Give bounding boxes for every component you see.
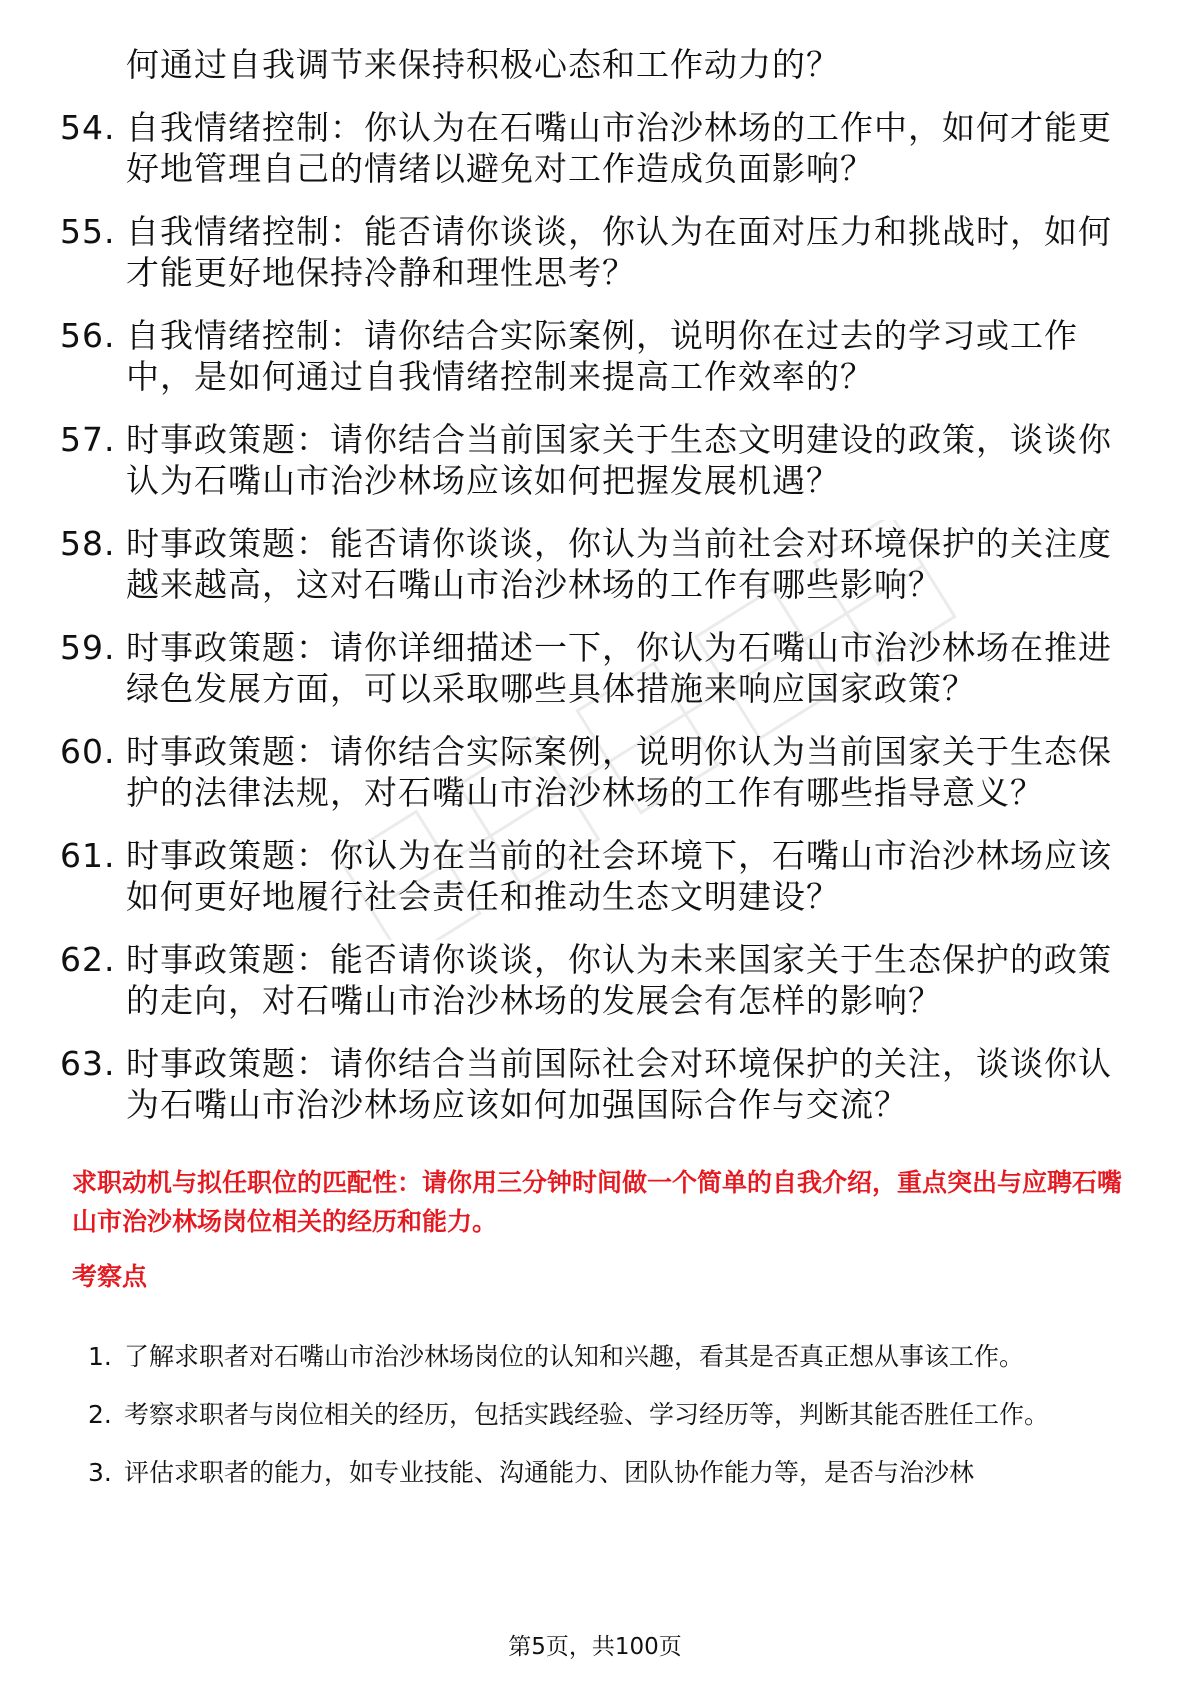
item-text: 时事政策题：能否请你谈谈，你认为当前社会对环境保护的关注度越来越高，这对石嘴山市治沙林场的工作有哪些影响？ — [126, 524, 1112, 604]
list-item — [60, 627, 1120, 709]
list-item — [88, 1328, 1128, 1386]
item-text: 自我情绪控制：能否请你谈谈，你认为在面对压力和挑战时，如何才能更好地保持冷静和理性思考？ — [126, 212, 1112, 292]
item-text: 自我情绪控制：你认为在石嘴山市治沙林场的工作中，如何才能更好地管理自己的情绪以避免对工作造成负面影响？ — [126, 108, 1112, 188]
item-text: 了解求职者对石嘴山市治沙林场岗位的认知和兴趣，看其是否真正想从事该工作。 — [124, 1342, 1025, 1371]
item-number: 58. — [60, 524, 116, 563]
item-number: 59. — [60, 628, 116, 667]
item-text: 时事政策题：能否请你谈谈，你认为未来国家关于生态保护的政策的走向，对石嘴山市治沙林场的发展会有怎样的影响？ — [126, 940, 1112, 1020]
item-number: 56. — [60, 316, 116, 355]
list-item — [60, 419, 1120, 501]
list-item — [60, 731, 1120, 813]
list-item — [60, 939, 1120, 1021]
list-item — [88, 1444, 1128, 1502]
question-list — [60, 44, 1120, 1147]
item-number: 55. — [60, 212, 116, 251]
item-text: 时事政策题：请你结合当前国际社会对环境保护的关注，谈谈你认为石嘴山市治沙林场应该如何加强国际合作与交流？ — [126, 1044, 1112, 1124]
item-number: 3. — [88, 1458, 112, 1487]
list-item — [88, 1386, 1128, 1444]
item-number: 60. — [60, 732, 116, 771]
item-number: 63. — [60, 1044, 116, 1083]
continuation-text: 何通过自我调节来保持积极心态和工作动力的？ — [126, 45, 840, 84]
list-item — [60, 523, 1120, 605]
assessment-points-list — [88, 1328, 1128, 1502]
list-item — [60, 211, 1120, 293]
item-text: 时事政策题：请你详细描述一下，你认为石嘴山市治沙林场在推进绿色发展方面，可以采取哪些具体措施来响应国家政策？ — [126, 628, 1112, 708]
item-number: 1. — [88, 1342, 112, 1371]
item-text: 时事政策题：请你结合当前国家关于生态文明建设的政策，谈谈你认为石嘴山市治沙林场应该如何把握发展机遇？ — [126, 420, 1112, 500]
list-item — [60, 835, 1120, 917]
item-number: 61. — [60, 836, 116, 875]
page-footer: 第5页，共100页 — [508, 1634, 682, 1660]
item-number: 57. — [60, 420, 116, 459]
assessment-points-label: 考察点 — [72, 1262, 148, 1291]
item-number: 62. — [60, 940, 116, 979]
item-text: 时事政策题：请你结合实际案例，说明你认为当前国家关于生态保护的法律法规，对石嘴山市治沙林场的工作有哪些指导意义？ — [126, 732, 1112, 812]
section-heading: 求职动机与拟任职位的匹配性：请你用三分钟时间做一个简单的自我介绍，重点突出与应聘石嘴山市治沙林场岗位相关的经历和能力。 — [72, 1168, 1123, 1236]
item-text: 考察求职者与岗位相关的经历，包括实践经验、学习经历等，判断其能否胜任工作。 — [124, 1400, 1050, 1429]
item-text: 评估求职者的能力，如专业技能、沟通能力、团队协作能力等，是否与治沙林 — [124, 1458, 975, 1487]
item-number: 54. — [60, 108, 116, 147]
list-item — [60, 107, 1120, 189]
item-text: 自我情绪控制：请你结合实际案例，说明你在过去的学习或工作中，是如何通过自我情绪控制来提高工作效率的？ — [126, 316, 1078, 396]
item-number: 2. — [88, 1400, 112, 1429]
list-item — [60, 315, 1120, 397]
list-item — [60, 1043, 1120, 1125]
list-item-continuation — [60, 44, 1120, 85]
item-text: 时事政策题：你认为在当前的社会环境下，石嘴山市治沙林场应该如何更好地履行社会责任和推动生态文明建设？ — [126, 836, 1112, 916]
